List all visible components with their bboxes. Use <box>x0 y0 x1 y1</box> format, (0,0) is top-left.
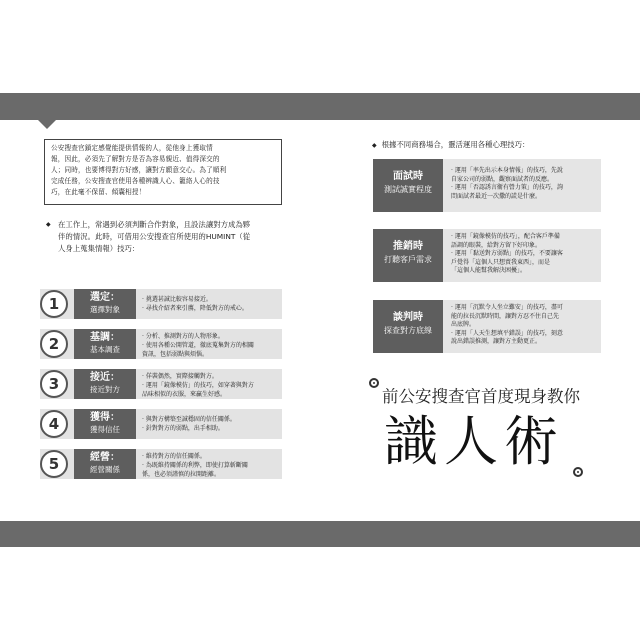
diamond-bullet-icon: ◆ <box>372 142 377 149</box>
scenario-point: ‧ 運用「人天生想填平錯誤」的技巧，刻意 <box>451 329 563 337</box>
step-points <box>142 372 280 399</box>
step-point: 資訊，包括弱點與煩惱。 <box>142 351 209 358</box>
quote-line: 完成任務，公安搜查官使用各種辨識人心、籠絡人心的技 <box>51 177 220 185</box>
step-points <box>142 295 280 313</box>
step-tag <box>74 329 136 359</box>
step-tag <box>74 289 136 319</box>
scenario-point: ‧ 運用「沉默令人坐立難安」的技巧，盡可 <box>451 304 563 311</box>
quote-line: 報，因此，必須先了解對方是否為容易親近、值得深交的 <box>51 155 220 163</box>
step-subtitle: 選擇對象 <box>90 305 120 314</box>
step-points <box>142 452 280 479</box>
step-point: ‧ 挑選甚誠比較容易接近。 <box>142 296 212 303</box>
step-2 <box>40 329 282 359</box>
step-4 <box>40 409 282 439</box>
target-ornament-icon <box>369 378 379 388</box>
scenario-point: 自家公司的弱點，觀察面試者的反應。 <box>451 175 554 183</box>
scenario-point: 出底牌。 <box>451 321 476 329</box>
scenario-label <box>373 229 443 282</box>
scenario-point: 語調的眼裝，給對方留下好印象。 <box>451 241 542 249</box>
scenario-title: 面試時 <box>393 171 423 182</box>
step-point: ‧ 使用各種公開管道，徹底蒐集對方的相關 <box>142 342 254 349</box>
intro-paragraph <box>46 219 286 255</box>
scenario-point: 戶覺得「這個人只想賣我東西」，而是 <box>451 258 551 266</box>
scenario-points <box>451 233 597 276</box>
band-notch <box>38 120 56 129</box>
step-title: 選定： <box>90 292 120 303</box>
scenario-sales <box>373 229 601 282</box>
step-title: 接近： <box>90 372 120 383</box>
step-tag <box>74 409 136 439</box>
top-gray-band <box>0 93 640 120</box>
step-number: 2 <box>40 330 68 358</box>
scenario-points <box>451 167 597 201</box>
step-point: ‧ 維持對方的信任關係。 <box>142 453 206 460</box>
right-lead-text: 根據不同商務場合，靈活運用各種心理技巧： <box>381 140 530 149</box>
step-5 <box>40 449 282 479</box>
book-title: 識人術 <box>384 410 564 473</box>
scenario-title: 推銷時 <box>393 241 423 252</box>
step-number: 5 <box>40 450 68 478</box>
scenario-subtitle: 打聽客戶需求 <box>384 255 432 264</box>
step-point: 係，也必須謹慎的拉開距離。 <box>142 471 221 478</box>
scenario-subtitle: 探查對方底線 <box>384 326 432 335</box>
step-point: ‧ 與對方構築至誠穩固的信任關係。 <box>142 416 236 423</box>
bottom-gray-band <box>0 521 640 547</box>
step-point: ‧ 運用「鏡像模仿」的技巧，如穿著與對方 <box>142 382 254 389</box>
step-point: ‧ 尋找介紹者來引薦，降低對方的戒心。 <box>142 305 248 312</box>
scenario-subtitle: 測試誠實程度 <box>384 185 432 194</box>
step-title: 基調： <box>90 332 120 343</box>
intro-line: 伴的情況。此時，可借用公安搜查官所使用的HUMINT（從 <box>58 232 251 241</box>
book-subtitle: 前公安搜查官首度現身教你 <box>382 387 580 406</box>
quote-line: 公安搜查官鎖定感覺能提供情報的人，從他身上獲取情 <box>51 144 213 152</box>
scenario-point: ‧ 運用「鏡像模仿的技巧」，配合客戶準備 <box>451 233 560 240</box>
diamond-bullet-icon: ◆ <box>46 221 51 228</box>
step-point: ‧ 為既維持關係的利弊，即使打算斬斷關 <box>142 462 248 469</box>
target-ornament-icon <box>573 467 583 477</box>
scenario-point: 說出錯誤推測，讓對方主動更正。 <box>451 338 542 346</box>
step-subtitle: 接近對方 <box>90 385 120 394</box>
step-points <box>142 415 280 433</box>
step-points <box>142 332 280 359</box>
step-title: 經營： <box>90 452 120 463</box>
intro-line: 在工作上，常遇到必須判斷合作對象，且設法讓對方成為夥 <box>58 220 251 229</box>
scenario-negotiation <box>373 300 601 353</box>
step-subtitle: 獲得信任 <box>90 425 120 434</box>
step-title: 獲得： <box>90 412 120 423</box>
scenario-interview <box>373 159 601 212</box>
step-point: ‧ 針對對方的弱點，出手相助。 <box>142 425 224 432</box>
scenario-title: 談判時 <box>393 312 423 323</box>
quote-line: 人；同時，也要博得對方好感，讓對方願意交心。為了順利 <box>51 166 227 174</box>
step-number: 3 <box>40 370 68 398</box>
scenario-label <box>373 159 443 212</box>
scenario-point: ‧ 運用「黏送對方弱點」的技巧，不要讓客 <box>451 250 563 258</box>
step-tag <box>74 449 136 479</box>
step-subtitle: 基本調查 <box>90 345 120 354</box>
quote-box <box>44 139 282 205</box>
step-point: ‧ 分析、推測對方的人物形象。 <box>142 333 224 340</box>
step-subtitle: 經營關係 <box>90 465 120 474</box>
scenario-point: 問面試者最近一次撒的謊是什麼。 <box>451 192 542 200</box>
scenario-point: ‧ 運用「率先出示本身情報」的技巧，先說 <box>451 167 563 174</box>
step-number: 1 <box>40 290 68 318</box>
step-tag <box>74 369 136 399</box>
step-1 <box>40 289 282 319</box>
intro-line: 人身上蒐集情報）技巧： <box>58 244 140 253</box>
right-lead <box>372 139 529 151</box>
scenario-points <box>451 304 597 347</box>
scenario-point: 能的拉長沉默時間，讓對方忍不住自己先 <box>451 312 560 320</box>
scenario-point: 「這個人能幫我解決困擾」。 <box>451 267 527 275</box>
step-point: 品味相似的衣服，來贏生好感。 <box>142 391 227 398</box>
step-number: 4 <box>40 410 68 438</box>
step-point: ‧ 佯裝偶然，實際接觸對方。 <box>142 373 218 380</box>
quote-line: 巧，在此毫不保留、傾囊相授！ <box>51 188 146 196</box>
step-3 <box>40 369 282 399</box>
scenario-label <box>373 300 443 353</box>
scenario-point: ‧ 運用「否認誘言衛有營力策」的技巧，詢 <box>451 184 563 192</box>
